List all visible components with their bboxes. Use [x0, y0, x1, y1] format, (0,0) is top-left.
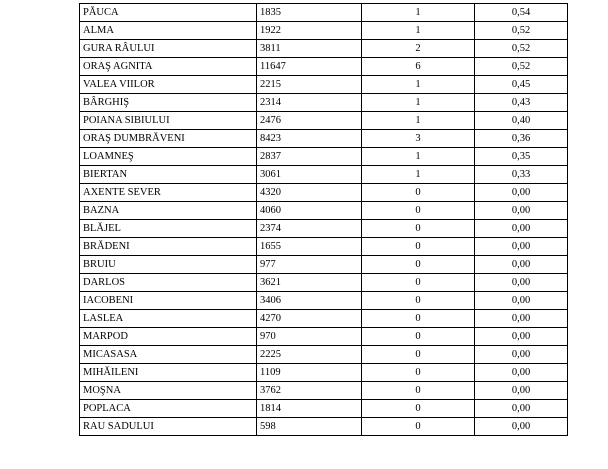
cell-locality: BRĂDENI [80, 238, 257, 256]
cell-rate: 0,00 [475, 328, 568, 346]
cell-rate: 0,35 [475, 148, 568, 166]
cell-rate: 0,54 [475, 4, 568, 22]
cell-rate: 0,00 [475, 238, 568, 256]
table-row [80, 94, 568, 112]
cell-count: 0 [362, 184, 475, 202]
table-body [80, 4, 568, 436]
table-row [80, 418, 568, 436]
cell-rate: 0,00 [475, 202, 568, 220]
cell-count: 0 [362, 274, 475, 292]
cell-count: 0 [362, 220, 475, 238]
cell-count: 1 [362, 148, 475, 166]
cell-population: 11647 [257, 58, 362, 76]
table-row [80, 4, 568, 22]
cell-rate: 0,52 [475, 22, 568, 40]
cell-count: 1 [362, 166, 475, 184]
cell-rate: 0,00 [475, 382, 568, 400]
cell-rate: 0,00 [475, 274, 568, 292]
table-row [80, 166, 568, 184]
cell-population: 1835 [257, 4, 362, 22]
cell-rate: 0,00 [475, 220, 568, 238]
cell-locality: DARLOS [80, 274, 257, 292]
cell-count: 1 [362, 22, 475, 40]
cell-count: 2 [362, 40, 475, 58]
cell-population: 2215 [257, 76, 362, 94]
table-row [80, 346, 568, 364]
cell-locality: GURA RÂULUI [80, 40, 257, 58]
cell-locality: LOAMNEŞ [80, 148, 257, 166]
cell-count: 1 [362, 94, 475, 112]
cell-count: 0 [362, 310, 475, 328]
table-row [80, 130, 568, 148]
table-row [80, 148, 568, 166]
cell-population: 2314 [257, 94, 362, 112]
cell-locality: IACOBENI [80, 292, 257, 310]
cell-rate: 0,00 [475, 418, 568, 436]
cell-locality: MOŞNA [80, 382, 257, 400]
cell-count: 0 [362, 328, 475, 346]
cell-locality: MICASASA [80, 346, 257, 364]
cell-population: 2225 [257, 346, 362, 364]
cell-locality: BLĂJEL [80, 220, 257, 238]
cell-population: 1655 [257, 238, 362, 256]
table-row [80, 220, 568, 238]
cell-locality: VALEA VIILOR [80, 76, 257, 94]
cell-count: 0 [362, 256, 475, 274]
table-row [80, 202, 568, 220]
cell-rate: 0,00 [475, 364, 568, 382]
table-row [80, 40, 568, 58]
cell-rate: 0,52 [475, 58, 568, 76]
table-row [80, 364, 568, 382]
cell-locality: BIERTAN [80, 166, 257, 184]
cell-population: 3061 [257, 166, 362, 184]
cell-rate: 0,00 [475, 256, 568, 274]
cell-locality: BAZNA [80, 202, 257, 220]
cell-rate: 0,33 [475, 166, 568, 184]
cell-count: 0 [362, 382, 475, 400]
table-row [80, 112, 568, 130]
cell-population: 2374 [257, 220, 362, 238]
cell-count: 0 [362, 364, 475, 382]
cell-count: 1 [362, 76, 475, 94]
table-row [80, 292, 568, 310]
table-row [80, 184, 568, 202]
cell-count: 0 [362, 292, 475, 310]
cell-rate: 0,00 [475, 184, 568, 202]
statistics-table [79, 3, 568, 436]
cell-locality: MIHĂILENI [80, 364, 257, 382]
cell-count: 3 [362, 130, 475, 148]
cell-count: 6 [362, 58, 475, 76]
cell-rate: 0,36 [475, 130, 568, 148]
table-row [80, 76, 568, 94]
cell-population: 598 [257, 418, 362, 436]
cell-locality: MARPOD [80, 328, 257, 346]
cell-count: 0 [362, 418, 475, 436]
cell-locality: BÂRGHIŞ [80, 94, 257, 112]
cell-rate: 0,00 [475, 292, 568, 310]
cell-rate: 0,45 [475, 76, 568, 94]
cell-rate: 0,52 [475, 40, 568, 58]
cell-locality: POIANA SIBIULUI [80, 112, 257, 130]
cell-population: 2476 [257, 112, 362, 130]
cell-count: 0 [362, 400, 475, 418]
table-row [80, 58, 568, 76]
cell-population: 970 [257, 328, 362, 346]
cell-locality: LASLEA [80, 310, 257, 328]
cell-count: 1 [362, 4, 475, 22]
cell-locality: PĂUCA [80, 4, 257, 22]
table-row [80, 382, 568, 400]
cell-count: 0 [362, 238, 475, 256]
table-row [80, 400, 568, 418]
cell-population: 977 [257, 256, 362, 274]
cell-locality: POPLACA [80, 400, 257, 418]
table-row [80, 22, 568, 40]
table-row [80, 238, 568, 256]
data-table-container [79, 3, 543, 436]
cell-population: 8423 [257, 130, 362, 148]
cell-locality: AXENTE SEVER [80, 184, 257, 202]
cell-population: 1814 [257, 400, 362, 418]
cell-locality: ALMA [80, 22, 257, 40]
table-row [80, 274, 568, 292]
cell-count: 0 [362, 202, 475, 220]
cell-rate: 0,00 [475, 400, 568, 418]
cell-locality: ORAŞ AGNITA [80, 58, 257, 76]
cell-rate: 0,43 [475, 94, 568, 112]
cell-population: 3406 [257, 292, 362, 310]
cell-population: 2837 [257, 148, 362, 166]
cell-count: 1 [362, 112, 475, 130]
cell-locality: ORAŞ DUMBRĂVENI [80, 130, 257, 148]
cell-population: 1109 [257, 364, 362, 382]
table-row [80, 328, 568, 346]
cell-population: 4060 [257, 202, 362, 220]
cell-population: 3621 [257, 274, 362, 292]
table-row [80, 310, 568, 328]
cell-rate: 0,00 [475, 310, 568, 328]
cell-population: 4320 [257, 184, 362, 202]
cell-population: 4270 [257, 310, 362, 328]
cell-locality: RAU SADULUI [80, 418, 257, 436]
cell-population: 3762 [257, 382, 362, 400]
cell-population: 3811 [257, 40, 362, 58]
cell-locality: BRUIU [80, 256, 257, 274]
cell-rate: 0,40 [475, 112, 568, 130]
cell-count: 0 [362, 346, 475, 364]
cell-rate: 0,00 [475, 346, 568, 364]
cell-population: 1922 [257, 22, 362, 40]
table-row [80, 256, 568, 274]
